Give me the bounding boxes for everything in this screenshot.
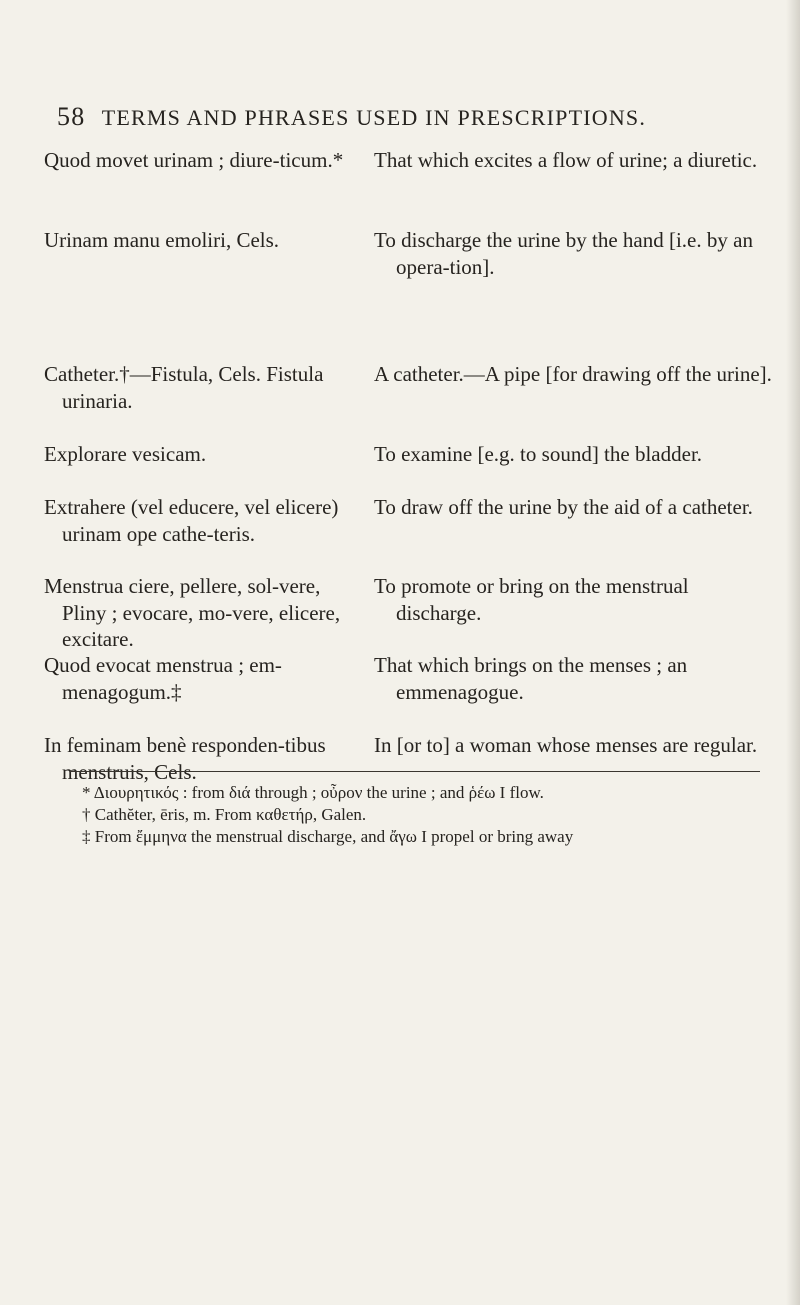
english-translation: That which brings on the menses ; an emmenagogue. — [374, 653, 688, 704]
entry — [44, 573, 784, 652]
phrase-entries — [44, 147, 784, 812]
entry — [44, 227, 784, 361]
latin-phrase: Menstrua ciere, pellere, sol-vere, Pliny ; evocare, mo-vere, elicere, excitare. — [44, 574, 341, 651]
entry — [44, 147, 784, 227]
page-edge-shadow — [786, 0, 800, 1305]
english-translation: To examine [e.g. to sound] the bladder. — [374, 442, 703, 466]
footnote: * Διουρητικός : from διά through ; οὖρον the urine ; and ῥέω I flow. — [82, 783, 544, 802]
latin-phrase: Explorare vesicam. — [44, 442, 207, 466]
english-translation: A catheter.—A pipe [for drawing off the urine]. — [374, 362, 772, 386]
latin-phrase: Extrahere (vel educere, vel elicere) urinam ope cathe-teris. — [44, 495, 339, 546]
entry — [44, 361, 784, 441]
footnote-rule — [70, 771, 760, 772]
footnote: ‡ From ἔμμηνα the menstrual discharge, and ἄγω I propel or bring away — [82, 827, 574, 846]
latin-phrase: Quod evocat menstrua ; em-menagogum.‡ — [44, 653, 282, 704]
page-header-title: TERMS AND PHRASES USED IN PRESCRIPTIONS. — [101, 105, 647, 130]
footnote: † Cathĕter, ēris, m. From καθετήρ, Galen. — [82, 805, 367, 824]
english-translation: To discharge the urine by the hand [i.e. by an opera-tion]. — [374, 228, 753, 279]
running-head — [57, 102, 777, 132]
english-translation: In [or to] a woman whose menses are regular. — [374, 733, 758, 757]
latin-phrase: In feminam benè responden-tibus menstruis, Cels. — [44, 733, 326, 784]
latin-phrase: Urinam manu emoliri, Cels. — [44, 228, 280, 252]
english-translation: To draw off the urine by the aid of a catheter. — [374, 495, 753, 519]
latin-phrase: Quod movet urinam ; diure-ticum.* — [44, 148, 344, 172]
entry — [44, 494, 784, 573]
entry — [44, 652, 784, 732]
footnotes — [56, 782, 776, 848]
page-number: 58 — [57, 102, 86, 131]
english-translation: To promote or bring on the menstrual discharge. — [374, 574, 689, 625]
entry — [44, 441, 784, 494]
latin-phrase: Catheter.†—Fistula, Cels. Fistula urinaria. — [44, 362, 324, 413]
english-translation: That which excites a flow of urine; a diuretic. — [374, 148, 758, 172]
